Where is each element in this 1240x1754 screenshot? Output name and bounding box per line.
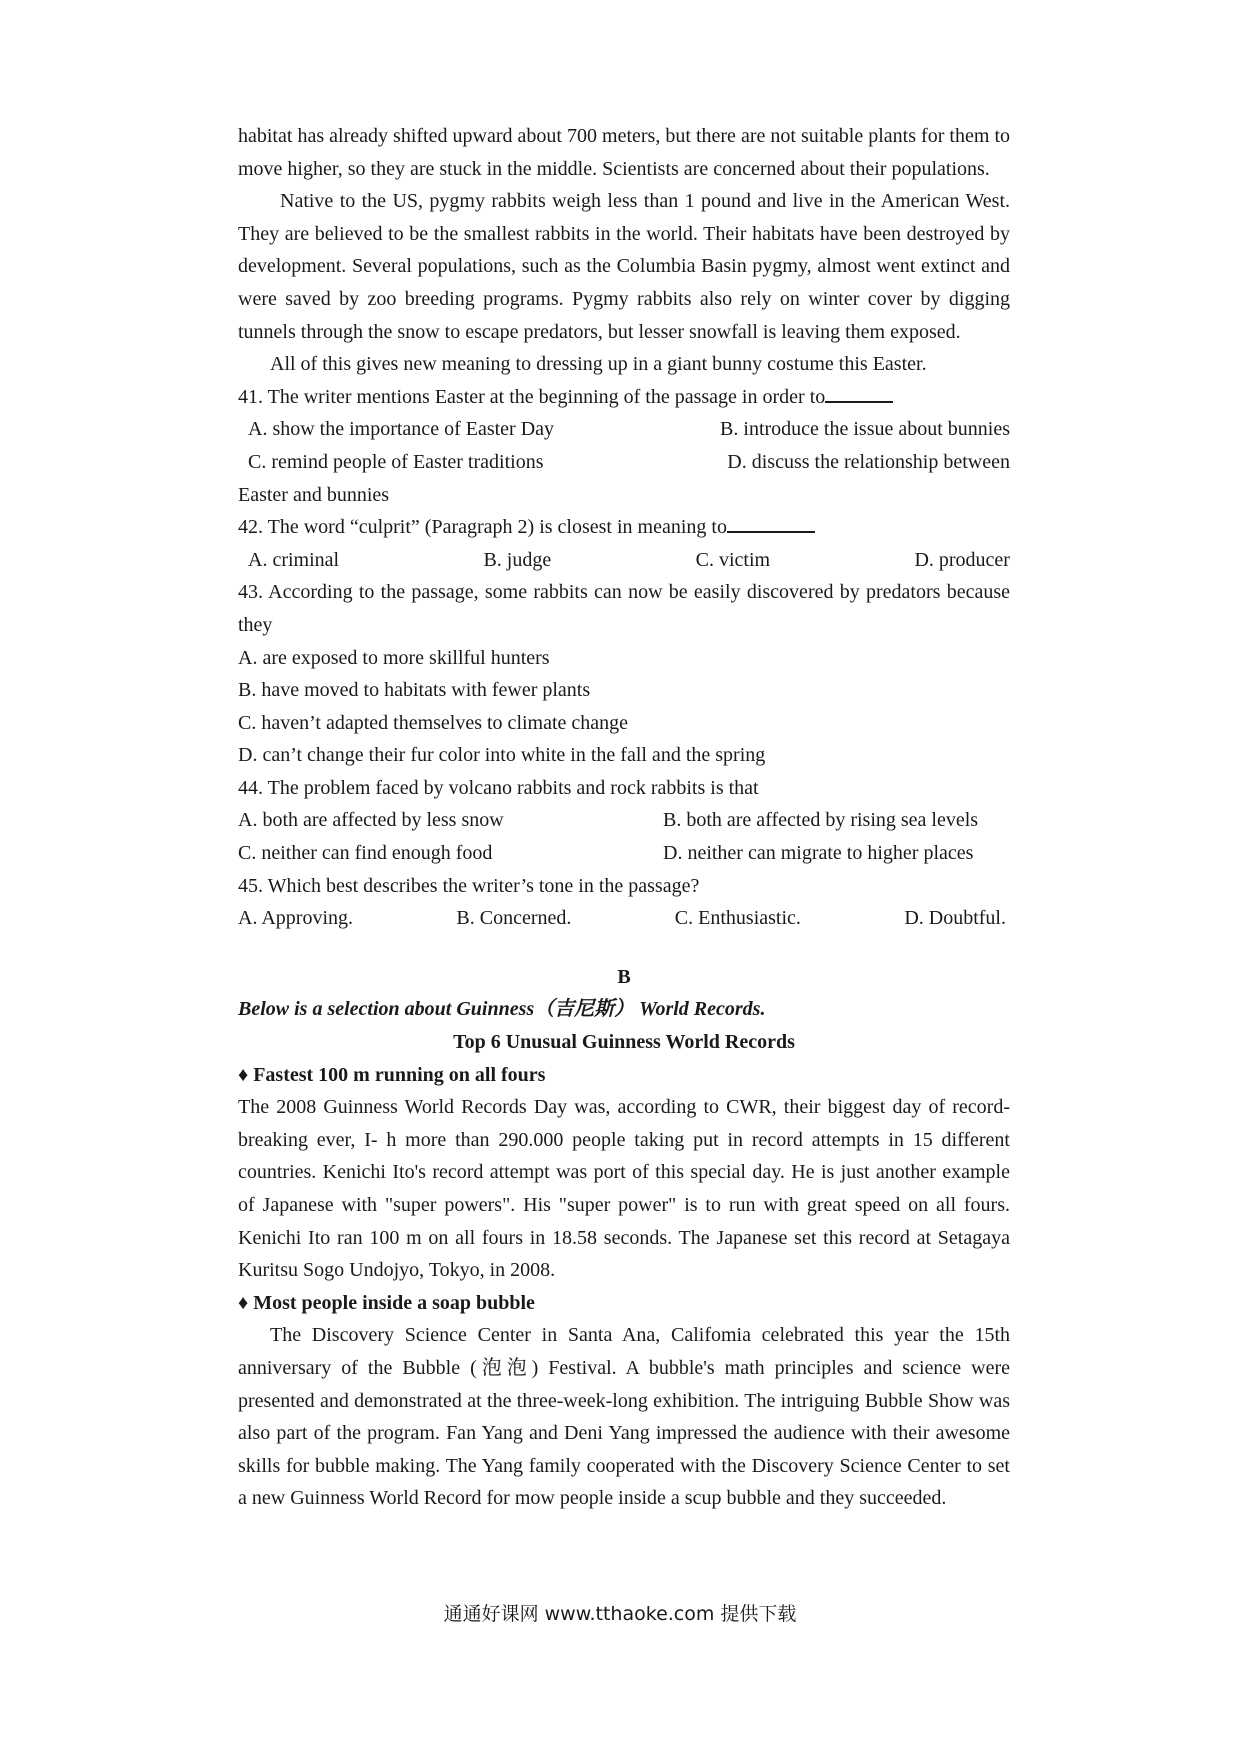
question-43-stem: 43. According to the passage, some rabbits can now be easily discovered by predators because they — [238, 581, 1010, 636]
option-b: B. have moved to habitats with fewer plants — [238, 679, 591, 702]
option-d: D. neither can migrate to higher places — [663, 842, 974, 865]
question-42 — [238, 511, 1010, 544]
option-b: B. introduce the issue about bunnies — [720, 418, 1010, 441]
question-42-options — [238, 544, 1010, 577]
option-b: B. judge — [483, 548, 552, 571]
answer-blank — [727, 511, 815, 533]
question-44-options-row-2 — [238, 837, 1010, 870]
question-45-stem: 45. Which best describes the writer’s tone in the passage? — [238, 874, 700, 897]
passage-paragraph-1: habitat has already shifted upward about 700 meters, but there are not suitable plants for them to move higher, so they are stuck in the middle. Scientists are concerned about their populations. — [238, 125, 1010, 180]
option-c: C. remind people of Easter traditions — [248, 450, 544, 473]
option-d: D. Doubtful. — [904, 907, 1006, 930]
option-a: A. both are affected by less snow — [238, 809, 504, 832]
option-c: C. victim — [695, 548, 771, 571]
answer-blank — [825, 381, 893, 403]
option-c: C. haven’t adapted themselves to climate change — [238, 711, 629, 734]
option-a: A. criminal — [248, 548, 340, 571]
section-title: Top 6 Unusual Guinness World Records — [453, 1031, 795, 1054]
question-44-options-row-1 — [238, 804, 1010, 837]
option-c: C. Enthusiastic. — [674, 907, 801, 930]
question-44-stem: 44. The problem faced by volcano rabbits and rock rabbits is that — [238, 776, 759, 799]
option-c: C. neither can find enough food — [238, 842, 493, 865]
page-footer: 通通好课网 www.tthaoke.com 提供下载 — [443, 1603, 797, 1625]
option-d-continued: Easter and bunnies — [238, 483, 390, 506]
option-a: A. are exposed to more skillful hunters — [238, 646, 550, 669]
option-a: A. show the importance of Easter Day — [248, 418, 555, 441]
section-letter: B — [617, 965, 631, 988]
document-body — [238, 120, 1010, 1515]
option-d: D. discuss the relationship between — [727, 450, 1010, 473]
record-text-1: The 2008 Guinness World Records Day was, according to CWR, their biggest day of record-breaking ever, I- h more than 290.000 people taking put in record attempts in 15 different countries. Kenichi Ito's record attempt was port of this special day. He is just another example of Japanese with "super powers". His "super power" is to run with great speed on all fours. Kenichi Ito ran 100 m on all fours in 18.58 seconds. The Japanese set this record at Setagaya Kuritsu Sogo Undojyo, Tokyo, in 2008. — [238, 1096, 1010, 1282]
option-d: D. producer — [914, 548, 1010, 571]
passage-paragraph-3: All of this gives new meaning to dressing up in a giant bunny costume this Easter. — [270, 353, 927, 376]
question-42-stem: 42. The word “culprit” (Paragraph 2) is closest in meaning to — [238, 516, 727, 539]
record-heading-2: ♦ Most people inside a soap bubble — [238, 1291, 535, 1314]
question-41 — [238, 381, 1010, 414]
question-41-stem: 41. The writer mentions Easter at the beginning of the passage in order to — [238, 385, 826, 408]
option-a: A. Approving. — [238, 907, 353, 930]
section-intro: Below is a selection about Guinness（吉尼斯） World Records. — [238, 998, 766, 1021]
question-41-options-row-2 — [238, 446, 1010, 479]
question-41-options-row-1 — [238, 413, 1010, 446]
record-text-2: The Discovery Science Center in Santa Ana, Califomia celebrated this year the 15th anniversary of the Bubble (泡泡) Festival. A bubble's math principles and science were presented and demonstrated at the three-week-long exhibition. The intriguing Bubble Show was also part of the program. Fan Yang and Deni Yang impressed the audience with their awesome skills for bubble making. The Yang family cooperated with the Discovery Science Center to set a new Guinness World Record for mow people inside a scup bubble and they succeeded. — [238, 1324, 1010, 1510]
option-d: D. can’t change their fur color into white in the fall and the spring — [238, 744, 766, 767]
option-b: B. Concerned. — [456, 907, 572, 930]
passage-paragraph-2: Native to the US, pygmy rabbits weigh less than 1 pound and live in the American West. They are believed to be the smallest rabbits in the world. Their habitats have been destroyed by development. Several populations, such as the Columbia Basin pygmy, almost went extinct and were saved by zoo breeding programs. Pygmy rabbits also rely on winter cover by digging tunnels through the snow to escape predators, but lesser snowfall is leaving them exposed. — [238, 190, 1010, 343]
record-heading-1: ♦ Fastest 100 m running on all fours — [238, 1063, 546, 1086]
question-45-options — [238, 902, 1010, 935]
option-b: B. both are affected by rising sea levels — [663, 809, 979, 832]
